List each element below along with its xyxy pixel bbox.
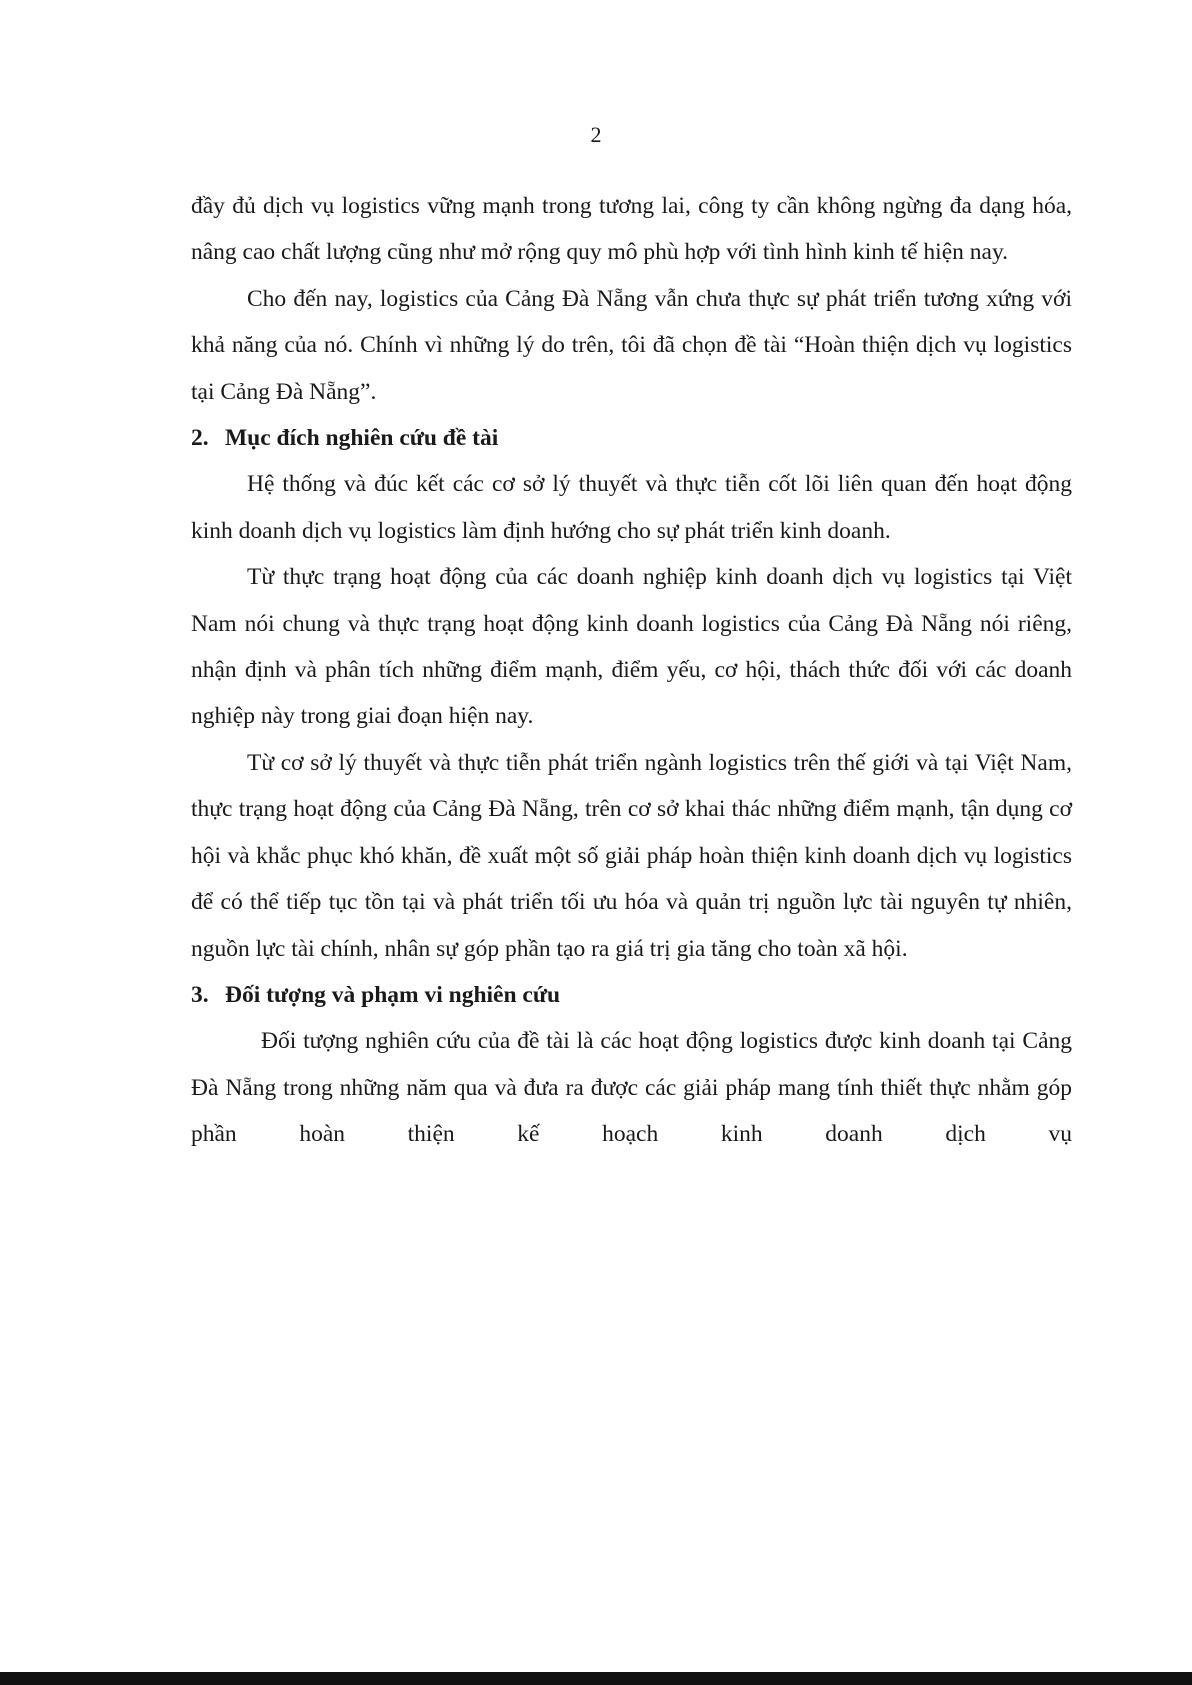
page-number: 2 <box>590 122 602 147</box>
bottom-edge-bar <box>0 1672 1192 1685</box>
page-body <box>191 183 1072 1158</box>
paragraph-topic-choice: Cho đến nay, logistics của Cảng Đà Nẵng vẫn chưa thực sự phát triển tương xứng với khả năng của nó. Chính vì những lý do trên, tôi đã chọn đề tài “Hoàn thiện dịch vụ logistics tại Cảng Đà Nẵng”. <box>191 285 1072 405</box>
paragraph-scope-1: Đối tượng nghiên cứu của đề tài là các hoạt động logistics được kinh doanh tại Cảng Đà Nẵng trong những năm qua và đưa ra được các giải pháp mang tính thiết thực nhằm góp phần hoàn thiện kế hoạch kinh doanh dịch vụ <box>191 1028 1072 1148</box>
paragraph-purpose-2: Từ thực trạng hoạt động của các doanh nghiệp kinh doanh dịch vụ logistics tại Việt Nam nói chung và thực trạng hoạt động kinh doanh logistics của Cảng Đà Nẵng nói riêng, nhận định và phân tích những điểm mạnh, điểm yếu, cơ hội, thách thức đối với các doanh nghiệp này trong giai đoạn hiện nay. <box>191 564 1072 730</box>
section-title: Đối tượng và phạm vi nghiên cứu <box>225 981 561 1008</box>
paragraph-purpose-3: Từ cơ sở lý thuyết và thực tiễn phát triển ngành logistics trên thế giới và tại Việt Nam, thực trạng hoạt động của Cảng Đà Nẵng, trên cơ sở khai thác những điểm mạnh, tận dụng cơ hội và khắc phục khó khăn, đề xuất một số giải pháp hoàn thiện kinh doanh dịch vụ logistics để có thể tiếp tục tồn tại và phát triển tối ưu hóa và quản trị nguồn lực tài nguyên tự nhiên, nguồn lực tài chính, nhân sự góp phần tạo ra giá trị gia tăng cho toàn xã hội. <box>191 749 1072 962</box>
section-number: 3. <box>191 981 209 1008</box>
paragraph-purpose-1: Hệ thống và đúc kết các cơ sở lý thuyết và thực tiễn cốt lõi liên quan đến hoạt động kinh doanh dịch vụ logistics làm định hướng cho sự phát triển kinh doanh. <box>191 471 1072 544</box>
section-title: Mục đích nghiên cứu đề tài <box>225 425 499 452</box>
section-heading-scope <box>191 972 1072 1018</box>
section-number: 2. <box>191 425 209 452</box>
section-heading-purpose <box>191 415 1072 461</box>
paragraph-continuation: đầy đủ dịch vụ logistics vững mạnh trong tương lai, công ty cần không ngừng đa dạng hóa, nâng cao chất lượng cũng như mở rộng quy mô phù hợp với tình hình kinh tế hiện nay. <box>191 193 1072 266</box>
